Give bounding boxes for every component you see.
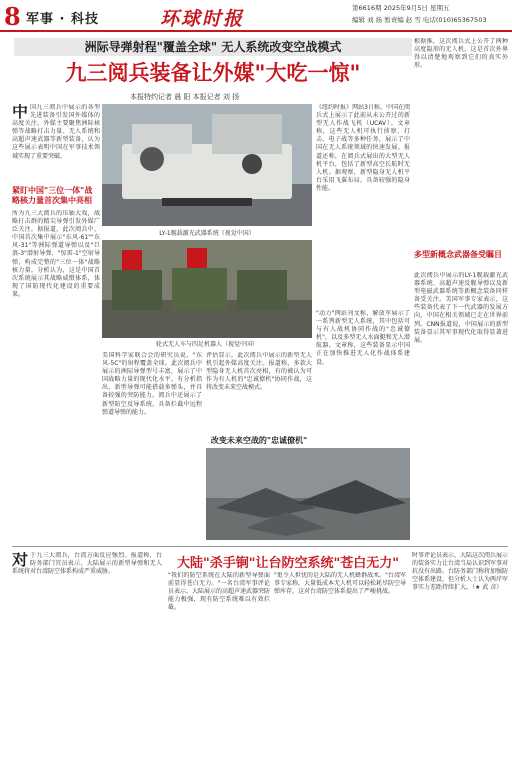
laser-weapon-photo — [102, 104, 312, 226]
story-divider — [12, 546, 508, 547]
dropcap: 中 — [12, 104, 29, 121]
story2-col1-body: 于九三大阅兵，台湾方面反应强烈。报道称，台防务部门官员表示，大陆展示的新型导弹和无人系统将对台湾防空体系构成严重威胁。 — [12, 552, 162, 576]
col1-body: 国九三阅兵中展示的各型先进装备引发国外媒体的高度关注。外媒主要聚焦洲际核弹等战略打击力量、无人系统和高超声速武器等新型装备，认为这些展示表明中国在军事技术领域实现了重要突破。 — [12, 104, 100, 160]
col2-text2: 评估显示，此次阅兵中展示的新型无人机引起外媒高度关注。报道称，多款大型隐身无人机首次亮相，有的被认为可作为有人机的"忠诚僚机"协同作战，这将改变未来空战模式。 — [206, 352, 312, 392]
issue-line: 第6616期 2025年9月5日 星期五 — [352, 4, 450, 12]
drone-photo — [206, 448, 410, 540]
col1-text2: 所为九三大阅兵的压轴大戏，战略打击群的精尖导弹引发外媒广泛关注。据报道，此次阅兵中，中国首次集中展示"东风-61""东风-31"等洲际弹道导弹以及"巨浪-3"潜射导弹、"惊雷-1"空射导弹，构成完整的"三位一体"战略核力量。分析认为，这是中国首次系统展示其战略威慑体系，体现了国防现代化建设的重要成果。 — [12, 210, 100, 298]
col1-subheading: 紧盯中国"三位一体"战略核力量首次集中亮相 — [12, 186, 93, 205]
col2-text: 美国科学家联合会的研究员说，"东风-5C"的射程覆盖全球。此次阅兵中展示的洲际导弹型号丰富，展示了中国战略力量的现代化水平。有分析指出，新型导弹可能搭载多弹头，并具备较强的突防能力。阅兵中还展示了新型防空反导系统，具备拦截中远程弹道导弹的能力。 — [102, 352, 202, 416]
photo2-caption: 轮式无人车与四足机器人（视觉中国） — [155, 341, 258, 348]
unmanned-vehicle-photo — [102, 240, 312, 338]
page-number: 8 — [4, 2, 21, 31]
main-kicker: 洲际导弹射程"覆盖全球" 无人系统改变空战模式 — [14, 38, 412, 56]
col3-text: 《纽约时报》网站3日称，中国在阅兵式上展示了此前从未公开过的新型无人作战飞机（UCAV）。文章称，这些无人机可执行侦察、打击、电子战等多种任务，展示了中国在无人系统领域的快速发展。报道还称，在阅兵式展出的大型无人机平台，包括了新型高空长航时无人机。据观察，新型隐身无人机平台采用飞翼布局，具备较强的隐身性能。 — [316, 104, 410, 192]
story2-col4: 时事评论员表示，大陆这次阅兵展示的装备实力让台湾当局认识到军事对抗没有出路。台防务部门称将加强防空体系建设，但分析人士认为两岸军事实力差距持续扩大。（★ 武 彦） — [412, 552, 508, 592]
section-name: 军事 · 科技 — [26, 12, 99, 27]
story2-col1 — [12, 552, 162, 762]
col3-text2: "动力"网站刊文称，解放军展示了一系列新型无人系统，其中包括可与有人战机协同作战的"忠诚僚机"，以及多型无人水面艇和无人潜航器。文章称，这些装备显示中国正在加快推进无人化作战体系建设。 — [316, 310, 410, 366]
story2-col3: "更令人担忧的是大陆的无人机蜂群战术。"台湾军事专家称，大量低成本无人机可以轻松耗尽防空导弹库存，这对台湾防空体系提出了严峻挑战。 — [274, 572, 406, 596]
col4-text: 根据推，这次阅兵式上公开了两种高度隐形的无人机，这是首次外界得以清楚地观察到它们的真实外形。 — [414, 38, 508, 70]
story2-col2: "我们的防空系统在大陆的新型导弹面前显得苍白无力。"一名台湾军事评论员表示，大陆展示的高超声速武器突防能力极强，现有防空系统难以有效拦截。 — [168, 572, 270, 612]
main-byline: 本报特约记者 晨 阳 本报记者 刘 扬 — [130, 93, 240, 101]
col4-subheading: 多型新概念武器备受瞩目 — [414, 250, 502, 259]
photo1-caption: LY-1舰载激光武器系统（视觉中国） — [159, 230, 255, 237]
editor-line: 编辑 刘 扬 暂责编 赵 雪 电话(010)65367503 — [352, 16, 487, 24]
second-headline: 大陆"杀手锏"让台防空系统"苍白无力" — [176, 556, 400, 571]
main-headline: 九三阅兵装备让外媒"大吃一惊" — [65, 60, 361, 85]
masthead — [0, 0, 512, 32]
dropcap-2: 对 — [12, 552, 29, 569]
newspaper-logo: 环球时报 — [160, 8, 245, 30]
col1-text — [12, 104, 100, 184]
col4-text2: 此次阅兵中展示的LY-1舰载激光武器系统、高超声速反舰导弹以及新型电磁武器系统等新概念装备同样备受关注。美国军事专家表示，这些装备代表了下一代武器的发展方向，中国在相关领域已走在世界前列。CNN报道说，中国展示的新型装备显示其军事现代化取得显著进展。 — [414, 272, 508, 344]
col2-subheading: 改变未来空战的"忠诚僚机" — [210, 436, 308, 445]
